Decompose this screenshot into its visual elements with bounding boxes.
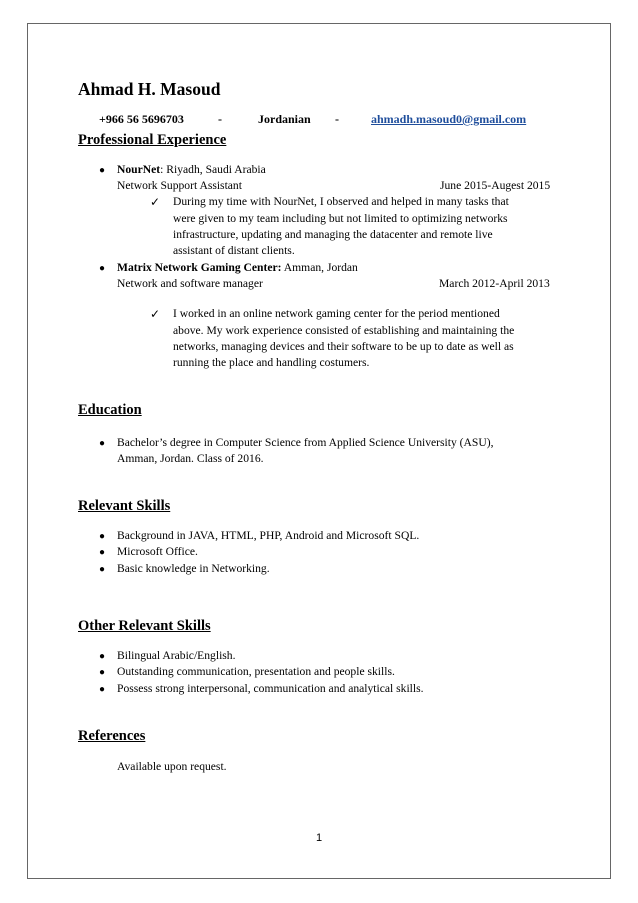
page-border (27, 23, 611, 879)
phone-number: +966 56 5696703 (99, 112, 184, 126)
checkmark-icon: ✓ (150, 307, 161, 321)
nationality: Jordanian (258, 112, 311, 126)
other-skill-item: Outstanding communication, presentation and people skills. (117, 665, 395, 678)
job-dates: June 2015-Augest 2015 (440, 179, 551, 192)
other-skill-item: Possess strong interpersonal, communication and analytical skills. (117, 682, 424, 695)
bullet-icon: ● (99, 438, 106, 449)
contact-separator: - (218, 112, 222, 126)
contact-separator: - (335, 112, 339, 126)
job-detail-line: assistant of distant clients. (173, 244, 295, 257)
email-link[interactable]: ahmadh.masoud0@gmail.com (371, 112, 527, 126)
page-number: 1 (316, 832, 323, 844)
job-company-line (117, 261, 358, 274)
job-dates: March 2012-April 2013 (439, 277, 550, 290)
skill-item: Basic knowledge in Networking. (117, 562, 270, 575)
references-heading: References (78, 728, 146, 744)
job-company-line (117, 163, 266, 176)
candidate-name: Ahmad H. Masoud (78, 79, 221, 99)
job-company: NourNet (117, 163, 161, 176)
bullet-icon: ● (99, 667, 106, 678)
education-line: Amman, Jordan. Class of 2016. (117, 452, 264, 465)
job-detail-line: networks, managing devices and their software to be up to date as well as (173, 340, 514, 353)
other-skill-item: Bilingual Arabic/English. (117, 649, 236, 662)
job-location: : Riyadh, Saudi Arabia (160, 163, 266, 176)
other-skills-heading: Other Relevant Skills (78, 618, 211, 634)
bullet-icon: ● (99, 547, 106, 558)
job-detail-line: I worked in an online network gaming center for the period mentioned (173, 307, 500, 320)
job-detail-line: running the place and handling costumers. (173, 356, 370, 369)
job-location: Amman, Jordan (281, 261, 358, 274)
bullet-icon: ● (99, 531, 106, 542)
skill-item: Background in JAVA, HTML, PHP, Android and Microsoft SQL. (117, 529, 420, 542)
checkmark-icon: ✓ (150, 195, 161, 209)
skills-heading: Relevant Skills (78, 498, 171, 514)
job-title: Network Support Assistant (117, 179, 242, 192)
bullet-icon: ● (99, 263, 106, 274)
job-detail-line: were given to my team including but not limited to optimizing networks (173, 212, 508, 225)
job-detail-line: infrastructure, updating and managing the datacenter and remote live (173, 228, 493, 241)
bullet-icon: ● (99, 684, 106, 695)
job-detail-line: During my time with NourNet, I observed and helped in many tasks that (173, 195, 509, 208)
job-company: Matrix Network Gaming Center: (117, 261, 282, 274)
bullet-icon: ● (99, 165, 106, 176)
education-heading: Education (78, 402, 142, 418)
references-text: Available upon request. (117, 760, 227, 773)
bullet-icon: ● (99, 564, 106, 575)
job-title: Network and software manager (117, 277, 263, 290)
experience-heading: Professional Experience (78, 132, 227, 148)
job-detail-line: above. My work experience consisted of establishing and maintaining the (173, 324, 515, 337)
bullet-icon: ● (99, 651, 106, 662)
skill-item: Microsoft Office. (117, 545, 198, 558)
education-line: Bachelor’s degree in Computer Science from Applied Science University (ASU), (117, 436, 494, 449)
